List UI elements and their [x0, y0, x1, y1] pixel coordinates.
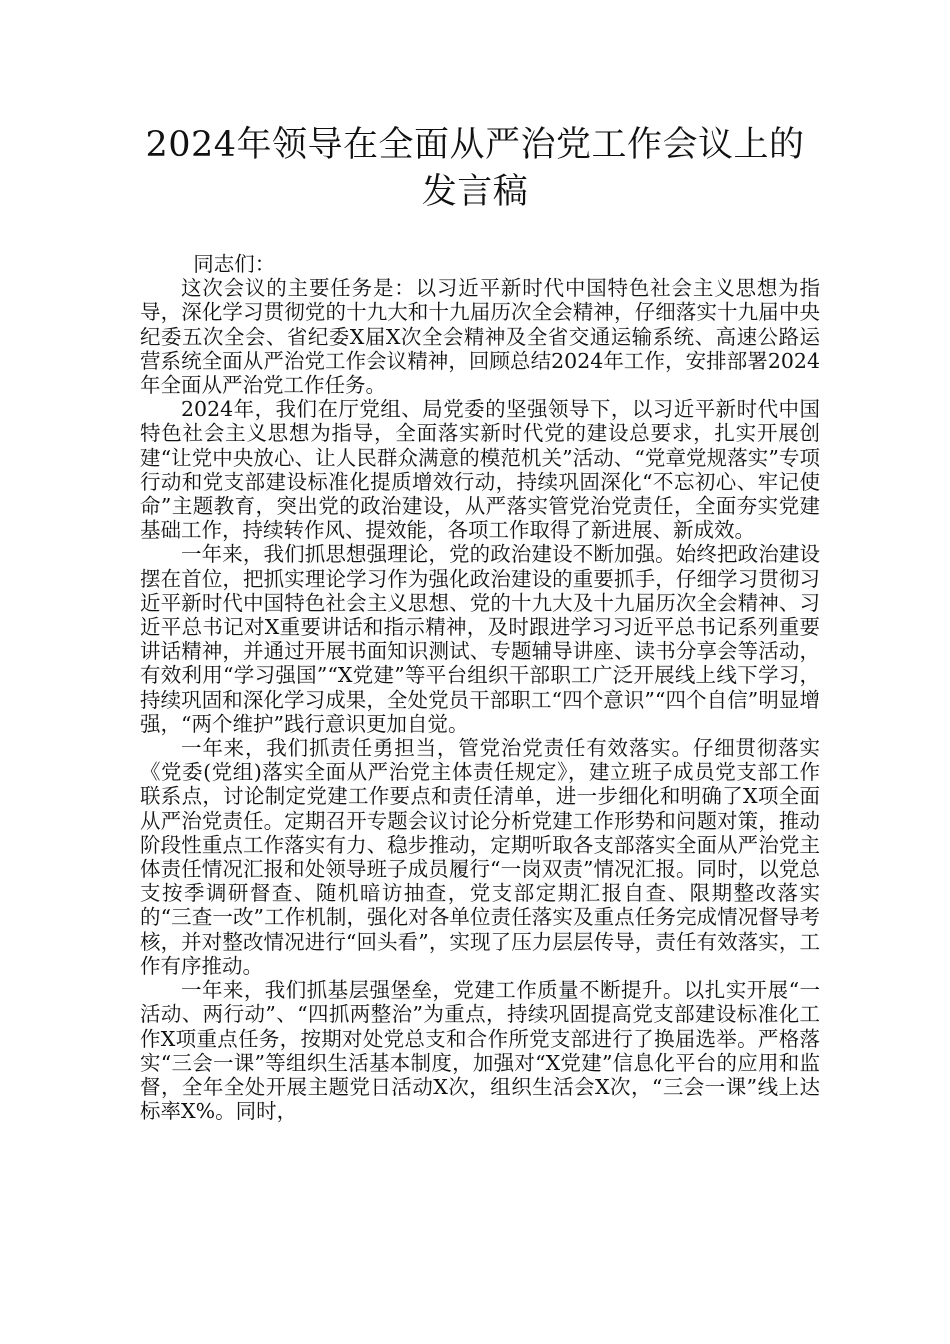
document-body	[140, 252, 820, 1123]
paragraph-responsibility: 一年来，我们抓责任勇担当，管党治党责任有效落实。仔细贯彻落实《党委(党组)落实全面从严治党主体责任规定》，建立班子成员党支部工作联系点，讨论制定党建工作要点和责任清单，进一步细化和明确了X项全面从严治党责任。定期召开专题会议讨论分析党建工作形势和问题对策，推动阶段性重点工作落实有力、稳步推动，定期听取各支部落实全面从严治党主体责任情况汇报和处领导班子成员履行“一岗双责”情况汇报。同时，以党总支按季调研督查、随机暗访抽查，党支部定期汇报自查、限期整改落实的“三查一改”工作机制，强化对各单位责任落实及重点任务完成情况督导考核，并对整改情况进行“回头看”，实现了压力层层传导，责任有效落实，工作有序推动。	[140, 736, 820, 978]
title-line-1: 2024年领导在全面从严治党工作会议上的	[145, 125, 805, 165]
paragraph-grassroots: 一年来，我们抓基层强堡垒，党建工作质量不断提升。以扎实开展“一活动、两行动”、“四抓两整治”为重点，持续巩固提高党支部建设标准化工作X项重点任务，按期对处党总支和合作所党支部进行了换届选举。严格落实“三会一课”等组织生活基本制度，加强对“X党建”信息化平台的应用和监督，全年全处开展主题党日活动X次，组织生活会X次，“三会一课”线上达标率X%。同时，	[140, 978, 820, 1124]
salutation: 同志们：	[193, 252, 276, 276]
paragraph-political-building: 一年来，我们抓思想强理论，党的政治建设不断加强。始终把政治建设摆在首位，把抓实理论学习作为强化政治建设的重要抓手，仔细学习贯彻习近平新时代中国特色社会主义思想、党的十九大及十九届历次全会精神、习近平总书记对X重要讲话和指示精神，及时跟进学习习近平总书记系列重要讲话精神，并通过开展书面知识测试、专题辅导讲座、读书分享会等活动，有效利用“学习强国”“X党建”等平台组织干部职工广泛开展线上线下学习，持续巩固和深化学习成果，全处党员干部职工“四个意识”“四个自信”明显增强，“两个维护”践行意识更加自觉。	[140, 542, 820, 736]
document-title	[145, 122, 805, 216]
title-line-2: 发言稿	[421, 172, 529, 212]
paragraph-review: 2024年，我们在厅党组、局党委的坚强领导下，以习近平新时代中国特色社会主义思想为指导，全面落实新时代党的建设总要求，扎实开展创建“让党中央放心、让人民群众满意的模范机关”活动、“党章党规落实”专项行动和党支部建设标准化提质增效行动，持续巩固深化“不忘初心、牢记使命”主题教育，突出党的政治建设，从严落实管党治党责任，全面夯实党建基础工作，持续转作风、提效能，各项工作取得了新进展、新成效。	[140, 397, 820, 543]
paragraph-intro: 这次会议的主要任务是：以习近平新时代中国特色社会主义思想为指导，深化学习贯彻党的十九大和十九届历次全会精神，仔细落实十九届中央纪委五次全会、省纪委X届X次全会精神及全省交通运输系统、高速公路运营系统全面从严治党工作会议精神，回顾总结2024年工作，安排部署2024年全面从严治党工作任务。	[140, 276, 820, 398]
